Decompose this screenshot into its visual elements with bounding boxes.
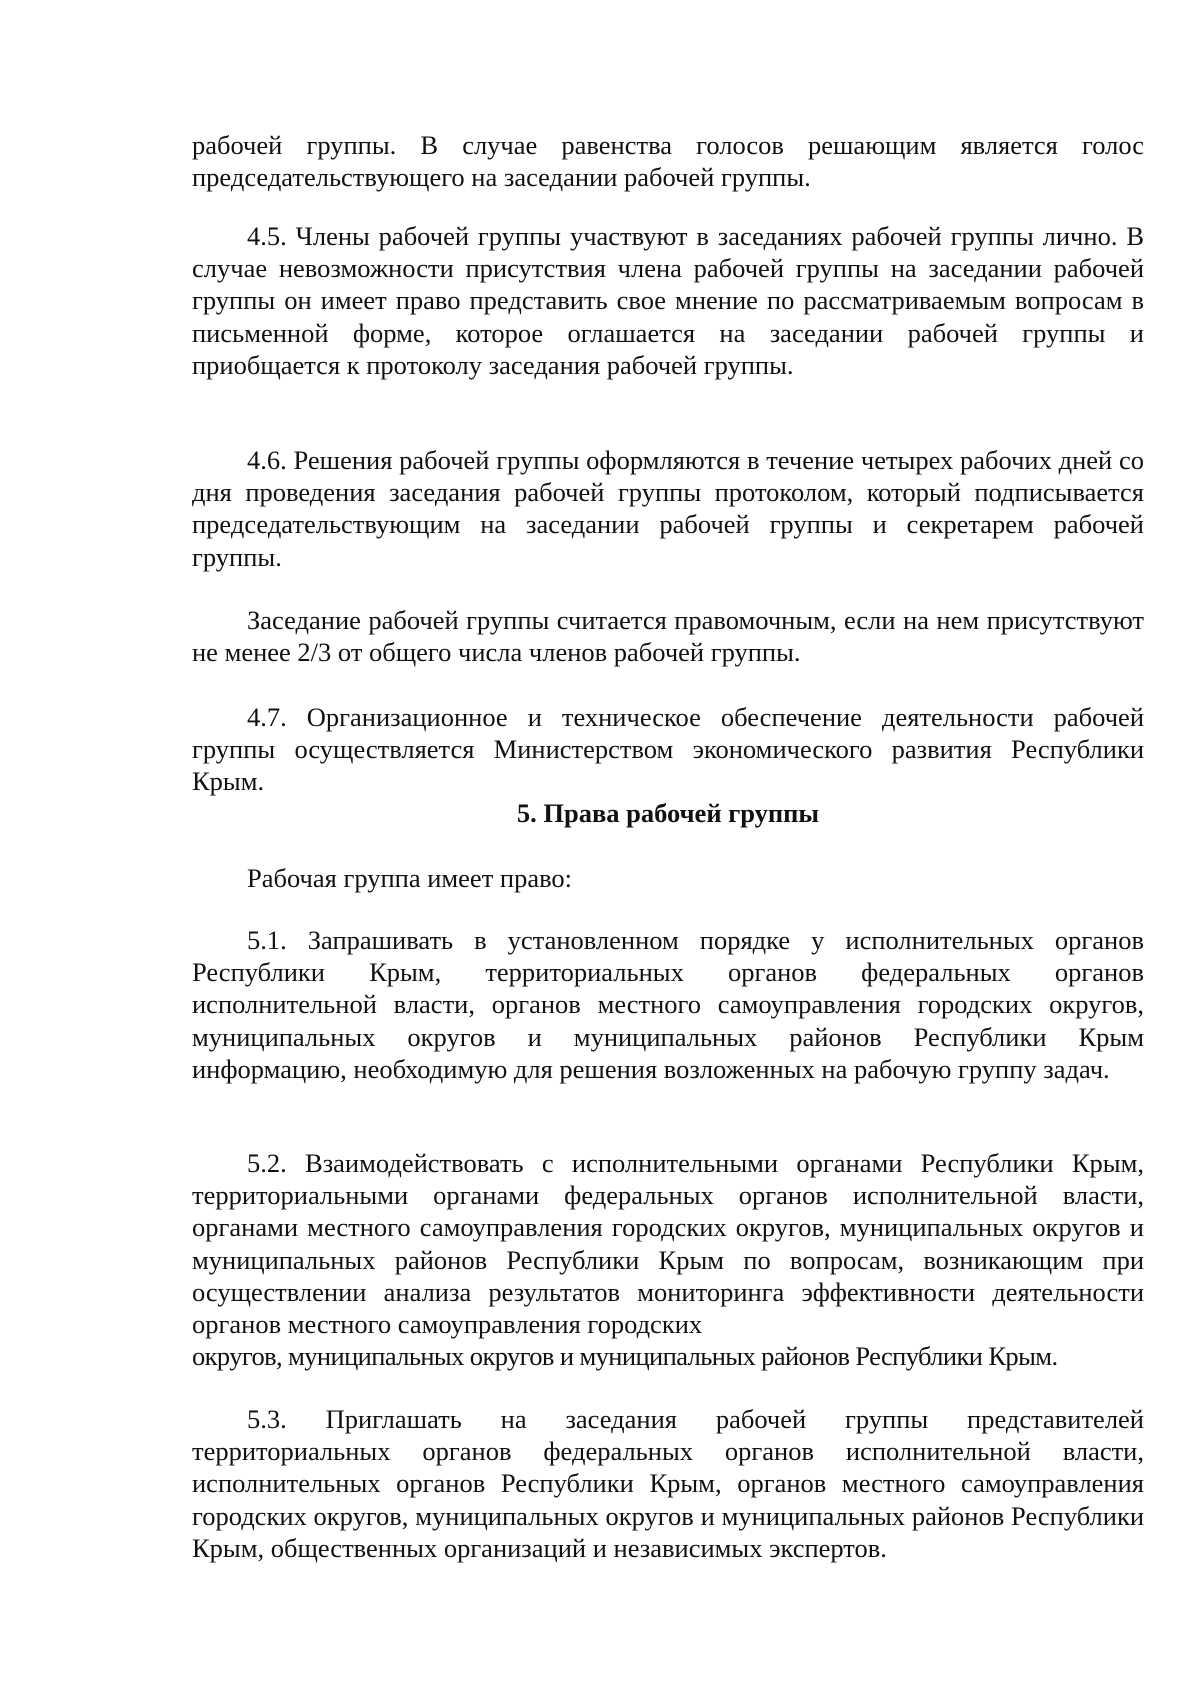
section-5-heading: 5. Права рабочей группы — [516, 798, 820, 828]
paragraph-4-4-continuation — [192, 129, 1144, 193]
paragraph-text: 5.2. Взаимодействовать с исполнительными органами Республики Крым, территориальными органами федеральных органов исполнительной власти, органами местного самоуправления городских округов, муниципальных округов и муниципальных районов Республики Крым по вопросам, возникающим при осуществлении анализа результатов мониторинга эффективности деятельности органов местного самоуправления городских — [192, 1148, 1144, 1340]
paragraph-5-3 — [192, 1403, 1144, 1564]
paragraph-text: Заседание рабочей группы считается правомочным, если на нем присутствуют не менее 2/3 от общего числа членов рабочей группы. — [192, 605, 1144, 668]
paragraph-text: 4.5. Члены рабочей группы участвуют в заседаниях рабочей группы лично. В случае невозможности присутствия члена рабочей группы на заседании рабочей группы он имеет право представить свое мнение по рассматриваемым вопросам в письменной форме, которое оглашается на заседании рабочей группы и приобщается к протоколу заседания рабочей группы. — [192, 221, 1144, 380]
paragraph-text-last-line: округов, муниципальных округов и муниципальных районов Республики Крым. — [192, 1341, 1058, 1372]
paragraph-text: 5.1. Запрашивать в установленном порядке у исполнительных органов Республики Крым, территориальных органов федеральных органов исполнительной власти, органов местного самоуправления городских округов, муниципальных округов и муниципальных районов Республики Крым информацию, необходимую для решения возложенных на рабочую группу задач. — [192, 925, 1144, 1084]
paragraph-4-5 — [192, 220, 1144, 381]
paragraph-5-2 — [192, 1147, 1144, 1372]
paragraph-5-1 — [192, 924, 1144, 1085]
paragraph-text: 4.6. Решения рабочей группы оформляются в течение четырех рабочих дней со дня проведения заседания рабочей группы протоколом, который подписывается председательствующим на заседании рабочей группы и секретарем рабочей группы. — [192, 445, 1144, 572]
paragraph-4-7 — [192, 701, 1144, 798]
paragraph-quorum — [192, 604, 1144, 668]
paragraph-text: Рабочая группа имеет право: — [247, 863, 573, 893]
paragraph-text: 4.7. Организационное и техническое обеспечение деятельности рабочей группы осуществляется Министерством экономического развития Республики Крым. — [192, 702, 1144, 797]
paragraph-4-6 — [192, 444, 1144, 573]
paragraph-text: рабочей группы. В случае равенства голосов решающим является голос председательствующего на заседании рабочей группы. — [192, 130, 1144, 193]
paragraph-rights-intro — [192, 862, 1144, 894]
paragraph-text: 5.3. Приглашать на заседания рабочей группы представителей территориальных органов федеральных органов исполнительной власти, исполнительных органов Республики Крым, органов местного самоуправления городских округов, муниципальных округов и муниципальных районов Республики Крым, общественных организаций и независимых экспертов. — [192, 1404, 1144, 1563]
